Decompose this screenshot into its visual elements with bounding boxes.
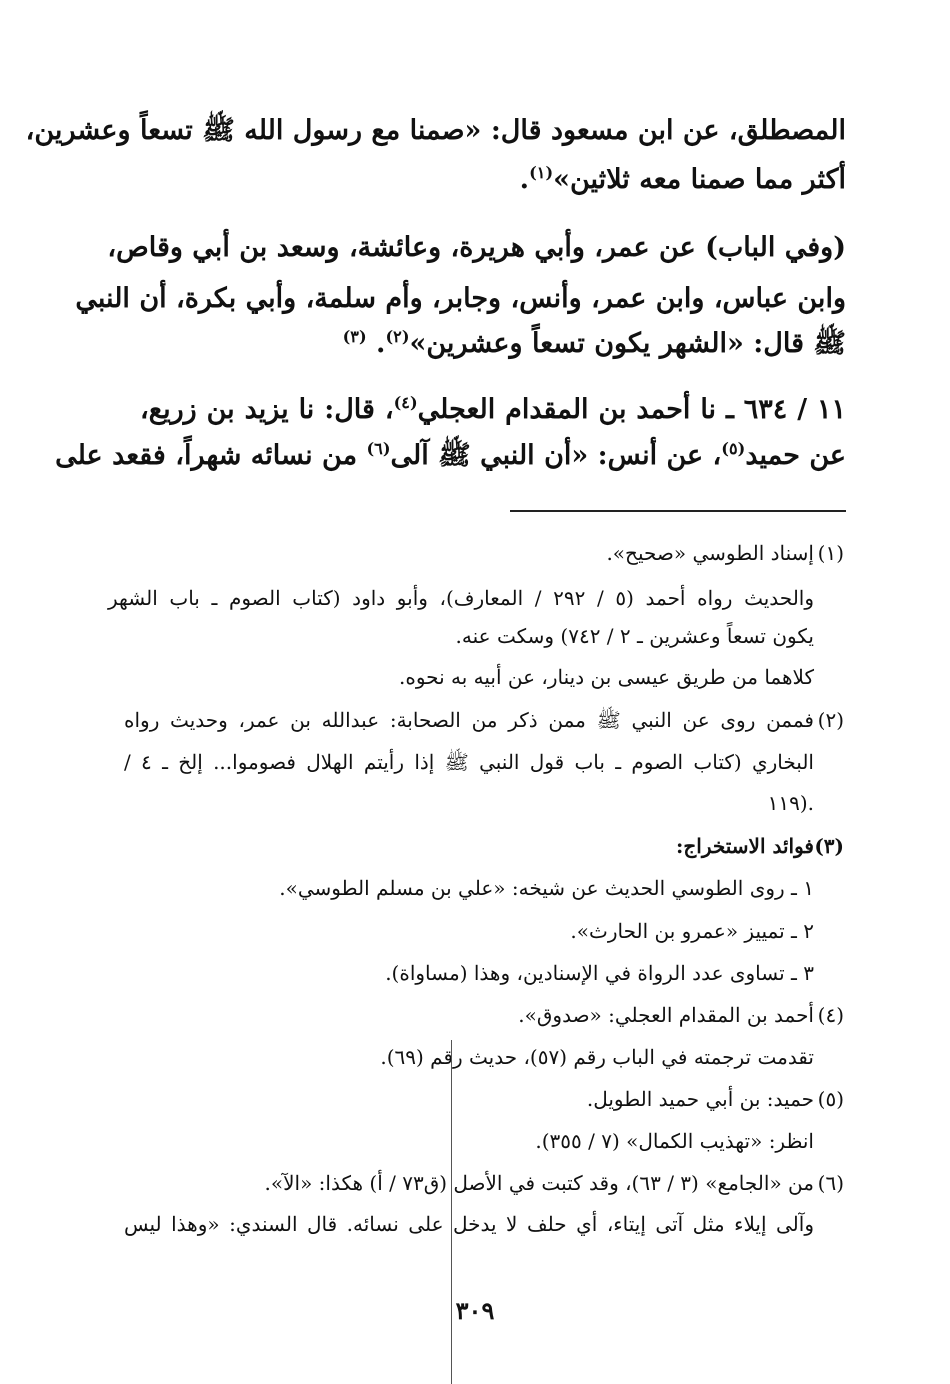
scan-artifact-line: [451, 1040, 452, 1384]
main-line-5-mid: .: [366, 328, 386, 359]
footnote-3-item-1: ١ ـ روى الطوسي الحديث عن شيخه: «علي بن مسلم الطوسي».: [279, 876, 814, 900]
main-line-7: [55, 438, 846, 478]
footnote-2-line-2: البخاري (كتاب الصوم ـ باب قول النبي ﷺ إذا رأيتم الهلال فصوموا... إلخ ـ ٤ /: [124, 750, 814, 774]
main-line-4: وابن عباس، وابن عمر، وأنس، وجابر، وأم سلمة، وأبي بكرة، أن النبي: [75, 283, 846, 314]
footnote-6-line-2: وآلى إيلاء مثل آتى إيتاء، أي حلف لا يدخل على نسائه. قال السندي: «وهذا ليس: [124, 1212, 814, 1236]
footnote-1-line-2: والحديث رواه أحمد (٥ / ٢٩٢ / المعارف)، وأبو داود (كتاب الصوم ـ باب الشهر: [108, 586, 814, 610]
main-line-7-text-b: ، عن أنس: «أن النبي ﷺ آلى: [390, 440, 722, 471]
footnote-1-line-4: كلاهما من طريق عيسى بن دينار، عن أبيه به نحوه.: [399, 665, 814, 689]
main-line-7-text-c: من نسائه شهراً، فقعد على: [55, 440, 367, 471]
footnote-separator: [510, 510, 846, 512]
footnote-2-line-3: ١١٩).: [767, 791, 814, 815]
footnote-1-line-1: إسناد الطوسي «صحيح».: [606, 541, 814, 565]
footnote-4-line-2: تقدمت ترجمته في الباب رقم (٥٧)، حديث رقم (٦٩).: [380, 1045, 814, 1069]
footnote-ref-2: (٢): [385, 327, 410, 346]
footnote-3-title: فوائد الاستخراج:: [675, 834, 814, 858]
footnote-2-number: (٢): [817, 708, 844, 732]
footnote-3-item-2: ٢ ـ تمييز «عمرو بن الحارث».: [570, 919, 814, 943]
footnote-ref-3: (٣): [342, 327, 367, 346]
footnote-3-item-3: ٣ ـ تساوى عدد الرواة في الإسنادين، وهذا (مساواة).: [385, 961, 814, 985]
footnote-4-number: (٤): [817, 1003, 844, 1027]
footnote-6-line-1: من «الجامع» (٣ / ٦٣)، وقد كتبت في الأصل (ق٧٣ / أ) هكذا: «الآ».: [264, 1171, 814, 1195]
footnote-4-line-1: أحمد بن المقدام العجلي: «صدوق».: [518, 1003, 814, 1027]
footnote-ref-1: (١): [529, 163, 554, 182]
main-line-5-text: ﷺ قال: «الشهر يكون تسعاً وعشرين»: [409, 328, 846, 359]
main-line-5: [104, 326, 846, 366]
footnote-2-line-1: فممن روى عن النبي ﷺ ممن ذكر من الصحابة: عبدالله بن عمر، وحديث رواه: [124, 708, 814, 732]
main-line-6: [140, 393, 846, 425]
page-number: ٣٠٩: [455, 1296, 495, 1325]
footnote-5-line-2: انظر: «تهذيب الكمال» (٧ / ٣٥٥).: [535, 1129, 814, 1153]
main-line-1: المصطلق، عن ابن مسعود قال: «صمنا مع رسول الله ﷺ تسعاً وعشرين،: [25, 115, 846, 146]
main-line-3: (وفي الباب) عن عمر، وأبي هريرة، وعائشة، وسعد بن أبي وقاص،: [107, 232, 846, 263]
footnote-1-number: (١): [817, 541, 844, 565]
main-line-7-text-a: عن حميد: [745, 440, 846, 471]
main-line-6-text-a: ١١ / ٦٣٤ ـ نا أحمد بن المقدام العجلي: [417, 394, 847, 425]
main-line-2: [104, 163, 846, 195]
footnote-ref-6: (٦): [366, 439, 391, 458]
main-line-6-text-b: ، قال: نا يزيد بن زريع،: [140, 394, 394, 425]
footnote-5-number: (٥): [817, 1087, 844, 1111]
footnote-3-number: (٣): [814, 834, 844, 858]
footnote-5-line-1: حميد: بن أبي حميد الطويل.: [586, 1087, 814, 1111]
footnote-6-number: (٦): [817, 1171, 844, 1195]
main-line-2-text: أكثر مما صمنا معه ثلاثين»: [553, 164, 846, 195]
footnote-1-line-3: يكون تسعاً وعشرين ـ ٢ / ٧٤٢) وسكت عنه.: [455, 624, 814, 648]
footnote-ref-5: (٥): [721, 439, 746, 458]
footnote-ref-4: (٤): [393, 393, 418, 412]
main-line-2-end: .: [519, 164, 530, 195]
